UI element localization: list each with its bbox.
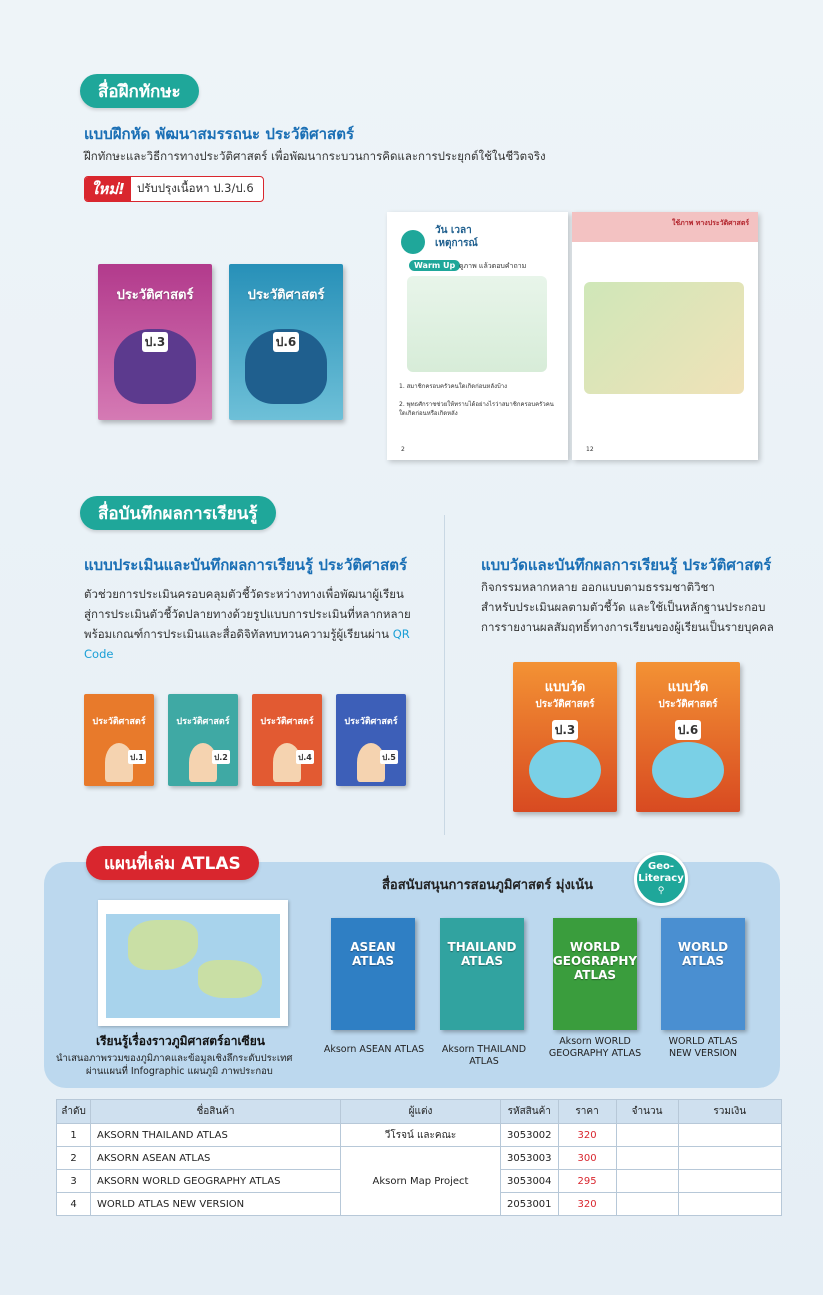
warm-up-tag (409, 260, 460, 271)
cell-author: Aksorn Map Project (341, 1147, 501, 1216)
book-subtitle: ประวัติศาสตร์ (658, 699, 718, 710)
workbook-cover-p3 (98, 264, 212, 420)
measure-cover-p3 (513, 662, 617, 812)
section-pill-records (80, 496, 276, 530)
measure-description (481, 577, 801, 637)
workbook-title: แบบฝึกหัด พัฒนาสมรรถนะ ประวัติศาสตร์ (84, 125, 355, 143)
desc-line-3 (84, 624, 434, 664)
cell-author: วีโรจน์ และคณะ (341, 1124, 501, 1147)
cell-quantity[interactable] (616, 1170, 678, 1193)
section-pill-skills (80, 74, 199, 108)
cell-name: AKSORN WORLD GEOGRAPHY ATLAS (91, 1170, 341, 1193)
page-number: 2 (401, 446, 405, 453)
book-title: ประวัติศาสตร์ (176, 717, 230, 727)
cell-name: WORLD ATLAS NEW VERSION (91, 1193, 341, 1216)
cover-title: WORLD GEOGRAPHY ATLAS (553, 940, 637, 982)
desc-line-3-text: พร้อมเกณฑ์การประเมินและสื่อดิจิทัลทบทวนความรู้ผู้เรียนผ่าน (84, 627, 393, 641)
grade-label: ป.5 (380, 750, 398, 764)
header-name: ชื่อสินค้า (91, 1100, 341, 1124)
thailand-atlas-cover (440, 918, 524, 1030)
asean-atlas-cover (331, 918, 415, 1030)
grade-label: ป.6 (675, 720, 701, 740)
assessment-cover-p5 (336, 694, 406, 786)
cell-quantity[interactable] (616, 1147, 678, 1170)
grade-label: ป.3 (552, 720, 578, 740)
header-code: รหัสสินค้า (501, 1100, 559, 1124)
cover-illustration (652, 742, 724, 798)
measure-cover-p6 (636, 662, 740, 812)
cell-total (678, 1193, 781, 1216)
cell-code: 3053003 (501, 1147, 559, 1170)
world-geography-atlas-caption: Aksorn WORLD GEOGRAPHY ATLAS (548, 1036, 642, 1059)
map-caption-1: นำเสนอภาพรวมของภูมิภาคและข้อมูลเชิงลึกระดับประเทศ (56, 1053, 293, 1064)
page-number: 12 (586, 446, 594, 453)
workbook-description: ฝึกทักษะและวิธีการทางประวัติศาสตร์ เพื่อพัฒนากระบวนการคิดและการประยุกต์ใช้ในชีวิตจริง (84, 149, 546, 163)
cell-quantity[interactable] (616, 1193, 678, 1216)
desc-line-3: การรายงานผลสัมฤทธิ์ทางการเรียนของผู้เรียนเป็นรายบุคคล (481, 620, 774, 634)
question-1: 1. สมาชิกครอบครัวคนใดเกิดก่อนหลังบ้าง (399, 383, 508, 390)
cell-price: 320 (558, 1124, 616, 1147)
section-pill-atlas (86, 846, 259, 880)
cell-total (678, 1147, 781, 1170)
book-title: แบบวัด (667, 680, 709, 695)
cover-title: THAILAND ATLAS (447, 940, 517, 968)
header-author: ผู้แต่ง (341, 1100, 501, 1124)
book-title: ประวัติศาสตร์ (116, 288, 194, 303)
family-illustration (407, 276, 547, 372)
desc-line-1: ตัวช่วยการประเมินครอบคลุมตัวชี้วัดระหว่างทางเพื่อพัฒนาผู้เรียน (84, 587, 404, 601)
map-caption-2: ผ่านแผนที่ Infographic แผนภูมิ ภาพประกอบ (86, 1066, 273, 1077)
desc-line-2: สำหรับประเมินผลตามตัวชี้วัด และใช้เป็นหลักฐานประกอบ (481, 600, 766, 614)
asean-map-preview (98, 900, 288, 1026)
workbook-cover-p6 (229, 264, 343, 420)
land-mass (198, 960, 262, 998)
lesson-heading: วัน เวลา เหตุการณ์ (435, 225, 478, 249)
geo-literacy-badge (634, 852, 688, 906)
assessment-cover-p2 (168, 694, 238, 786)
new-badge-text: ปรับปรุงเนื้อหา ป.3/ป.6 (136, 181, 254, 195)
section-pill-label: สื่อบันทึกผลการเรียนรู้ (98, 503, 258, 524)
table-header-row (57, 1100, 782, 1124)
world-geography-atlas-cover (553, 918, 637, 1030)
grade-label: ป.2 (212, 750, 230, 764)
preview-heading: ใช้ภาพ ทางประวัติศาสตร์ (672, 219, 750, 227)
book-subtitle: ประวัติศาสตร์ (535, 699, 595, 710)
cover-title: ASEAN ATLAS (350, 940, 396, 968)
price-table (56, 1099, 782, 1216)
question-2: 2. พุทธศักราชช่วยให้ทราบได้อย่างไรว่าสมาชิกครอบครัวคนใดเกิดก่อนหรือเกิดหลัง (399, 401, 554, 417)
pin-icon: ⚲ (657, 886, 665, 896)
map-illustration (584, 282, 744, 394)
grade-label: ป.3 (142, 332, 168, 352)
land-mass (128, 920, 198, 970)
table-row (57, 1124, 782, 1147)
cell-no: 4 (57, 1193, 91, 1216)
cell-name: AKSORN THAILAND ATLAS (91, 1124, 341, 1147)
cell-no: 1 (57, 1124, 91, 1147)
desc-line-2: สู่การประเมินตัวชี้วัดปลายทางด้วยรูปแบบการประเมินที่หลากหลาย (84, 607, 411, 621)
book-title: ประวัติศาสตร์ (260, 717, 314, 727)
assessment-cover-p1 (84, 694, 154, 786)
measure-title: แบบวัดและบันทึกผลการเรียนรู้ ประวัติศาสตร์ (481, 556, 772, 574)
cover-title: WORLD ATLAS (677, 940, 729, 968)
book-title: แบบวัด (544, 680, 586, 695)
assessment-title: แบบประเมินและบันทึกผลการเรียนรู้ ประวัติศาสตร์ (84, 556, 408, 574)
book-title: ประวัติศาสตร์ (247, 288, 325, 303)
grade-label: ป.4 (296, 750, 314, 764)
assessment-description (84, 584, 434, 664)
cell-code: 3053002 (501, 1124, 559, 1147)
header-price: ราคา (558, 1100, 616, 1124)
qr-code-text: QR Code (84, 627, 410, 661)
cell-price: 300 (558, 1147, 616, 1170)
world-atlas-cover (661, 918, 745, 1030)
cell-code: 3053004 (501, 1170, 559, 1193)
header-no: ลำดับ (57, 1100, 91, 1124)
warm-up-instruction: ดูภาพ แล้วตอบคำถาม (459, 262, 527, 270)
sample-page-right (572, 212, 758, 460)
geo-label-2: Literacy (638, 873, 684, 884)
new-badge (84, 176, 264, 202)
map-caption-title: เรียนรู้เรื่องราวภูมิศาสตร์อาเซียน (96, 1034, 265, 1048)
cell-price: 320 (558, 1193, 616, 1216)
cell-code: 2053001 (501, 1193, 559, 1216)
grade-label: ป.6 (273, 332, 299, 352)
cell-no: 2 (57, 1147, 91, 1170)
new-label: ใหม่! (85, 177, 131, 201)
section-divider (444, 515, 445, 835)
header-quantity: จำนวน (616, 1100, 678, 1124)
cell-price: 295 (558, 1170, 616, 1193)
grade-label: ป.1 (128, 750, 146, 764)
desc-line-1: กิจกรรมหลากหลาย ออกแบบตามธรรมชาติวิชา (481, 580, 715, 594)
section-pill-label: แผนที่เล่ม ATLAS (104, 853, 241, 874)
cell-no: 3 (57, 1170, 91, 1193)
header-total: รวมเงิน (678, 1100, 781, 1124)
sample-page-left (387, 212, 568, 460)
asean-atlas-caption: Aksorn ASEAN ATLAS (323, 1044, 425, 1055)
book-title: ประวัติศาสตร์ (344, 717, 398, 727)
assessment-cover-p4 (252, 694, 322, 786)
thailand-atlas-caption: Aksorn THAILAND ATLAS (441, 1044, 527, 1067)
geo-label-1: Geo- (647, 861, 674, 872)
lesson-number (401, 230, 425, 254)
cell-quantity[interactable] (616, 1124, 678, 1147)
cover-illustration (529, 742, 601, 798)
table-row (57, 1147, 782, 1170)
support-text: สื่อสนับสนุนการสอนภูมิศาสตร์ มุ่งเน้น (382, 878, 594, 893)
book-title: ประวัติศาสตร์ (92, 717, 146, 727)
cell-total (678, 1170, 781, 1193)
cell-total (678, 1124, 781, 1147)
world-atlas-caption: WORLD ATLAS NEW VERSION (668, 1036, 738, 1059)
warm-up-label: Warm Up (414, 261, 456, 270)
cell-name: AKSORN ASEAN ATLAS (91, 1147, 341, 1170)
section-pill-label: สื่อฝึกทักษะ (98, 81, 181, 102)
